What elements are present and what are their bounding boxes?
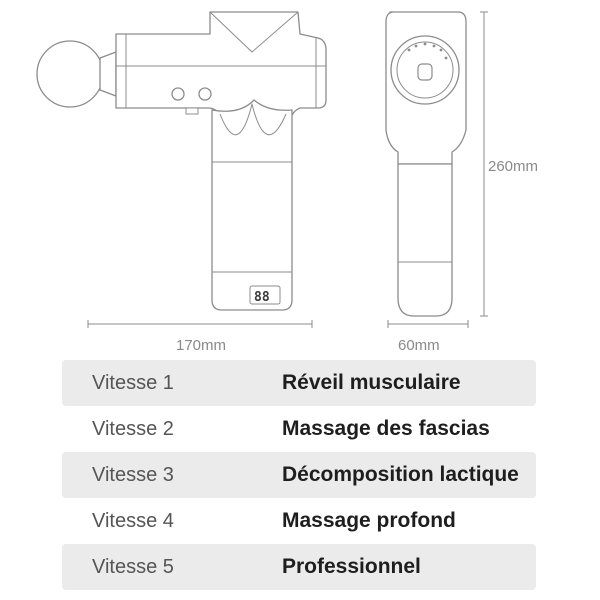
speed-level: Vitesse 2 (92, 417, 174, 440)
speed-description: Massage profond (282, 509, 456, 532)
speed-row (62, 360, 536, 406)
power-button (172, 88, 184, 100)
battery-display-reading: 88 (254, 290, 270, 305)
speed-row (62, 406, 536, 452)
height-dimension-label: 260mm (488, 158, 539, 175)
speed-level: Vitesse 3 (92, 463, 174, 486)
speed-row (62, 544, 536, 590)
speed-row (62, 452, 536, 498)
speed-row (62, 498, 536, 544)
rear-power-button (418, 64, 432, 80)
massage-head-ball (37, 41, 103, 107)
speed-level: Vitesse 4 (92, 509, 174, 532)
handle-side (212, 100, 292, 310)
speed-table (62, 360, 536, 590)
speed-description: Professionnel (282, 555, 421, 578)
speed-level: Vitesse 5 (92, 555, 174, 578)
speed-description: Réveil musculaire (282, 371, 461, 394)
depth-dimension-label: 60mm (398, 337, 440, 354)
massage-head-neck (100, 52, 116, 96)
speed-description: Décomposition lactique (282, 463, 519, 486)
speed-description: Massage des fascias (282, 417, 490, 440)
speed-level: Vitesse 1 (92, 371, 174, 394)
width-dimension-label: 170mm (176, 337, 227, 354)
mode-button (199, 88, 211, 100)
handle-rear (398, 164, 452, 316)
